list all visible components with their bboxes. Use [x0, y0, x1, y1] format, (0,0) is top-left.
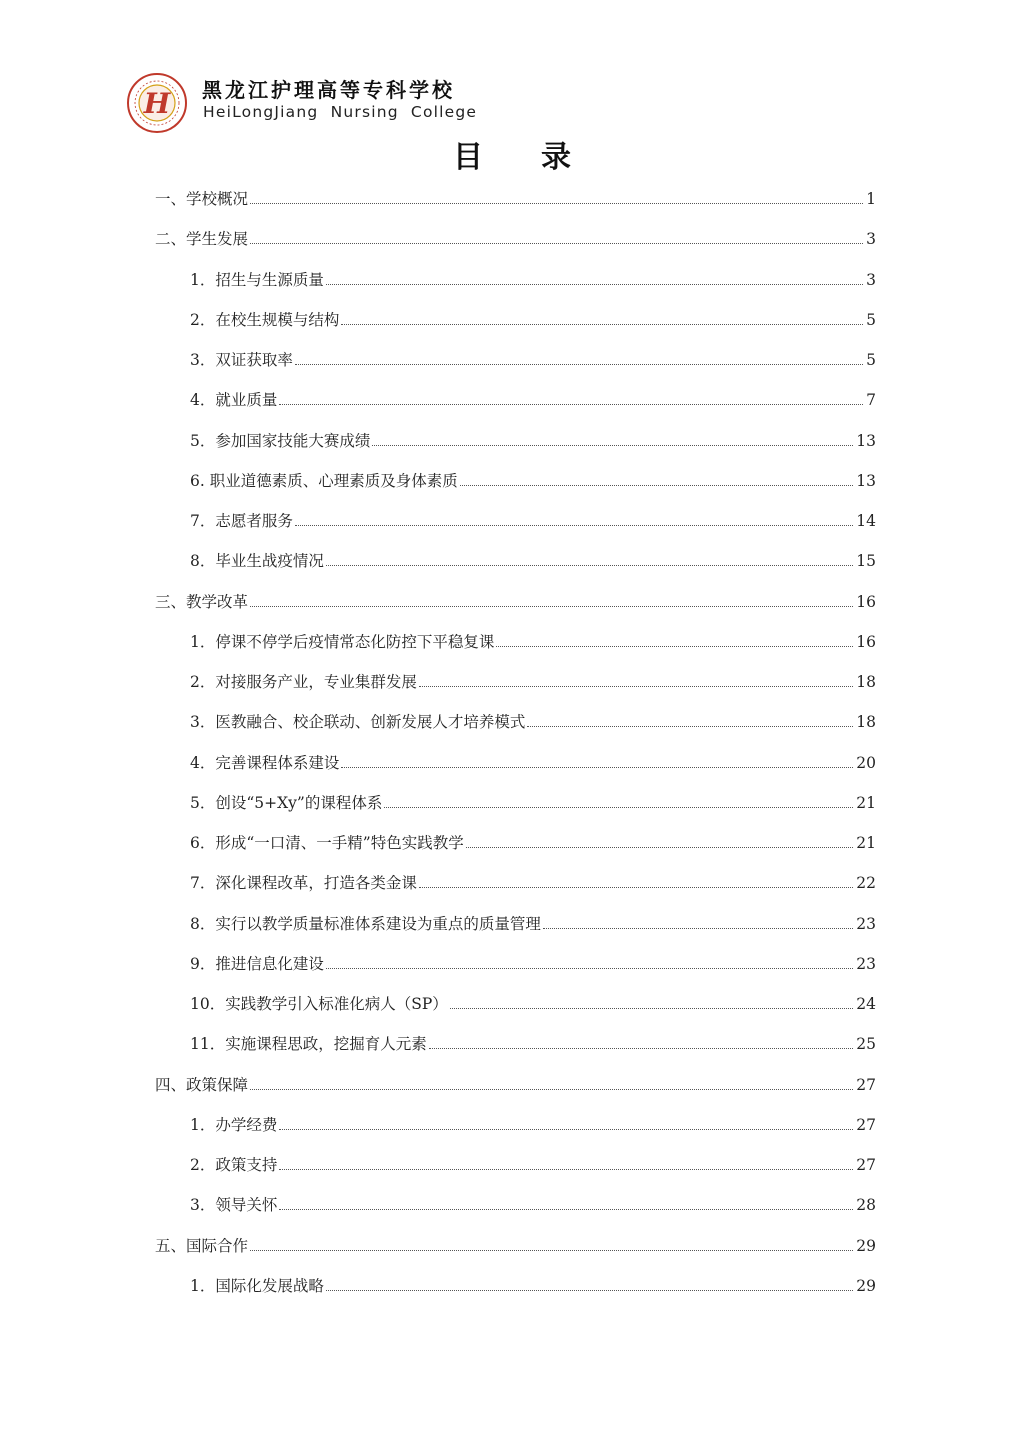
toc-entry-label[interactable]: 1．停课不停学后疫情常态化防控下平稳复课	[190, 632, 495, 651]
toc-dot-leader	[295, 524, 853, 526]
toc-dot-leader	[341, 766, 853, 768]
toc-page-number[interactable]: 14	[856, 512, 876, 530]
toc-entry-label[interactable]: 9．推进信息化建设	[190, 954, 324, 973]
toc-row[interactable]	[155, 189, 876, 209]
toc-page-number[interactable]: 23	[856, 954, 876, 973]
toc-entry-label[interactable]: 7．深化课程改革，打造各类金课	[190, 874, 417, 893]
toc-subsection-entry[interactable]	[0, 261, 1024, 301]
toc-subsection-entry[interactable]	[0, 1267, 1024, 1307]
toc-entry-label[interactable]: 3．双证获取率	[190, 351, 293, 369]
toc-subsection-entry[interactable]	[0, 824, 1024, 864]
toc-page-number[interactable]: 13	[856, 431, 876, 450]
toc-row[interactable]	[190, 1155, 876, 1175]
toc-page-number[interactable]: 16	[856, 632, 876, 651]
toc-dot-leader	[279, 403, 863, 405]
table-of-contents	[0, 180, 1024, 1307]
toc-row[interactable]	[190, 270, 876, 290]
toc-dot-leader	[326, 1289, 853, 1291]
toc-dot-leader	[429, 1047, 854, 1049]
toc-row[interactable]	[190, 753, 876, 773]
toc-row[interactable]	[190, 914, 876, 934]
toc-row[interactable]	[155, 229, 876, 249]
toc-dot-leader	[295, 363, 863, 365]
toc-subsection-entry[interactable]	[0, 945, 1024, 985]
toc-entry-label[interactable]: 6. 职业道德素质、心理素质及身体素质	[190, 471, 458, 490]
toc-page-number[interactable]: 27	[856, 1075, 876, 1094]
toc-dot-leader	[279, 1128, 853, 1130]
toc-entry-label[interactable]: 五、国际合作	[155, 1236, 249, 1255]
toc-dot-leader	[326, 283, 863, 285]
toc-subsection-entry[interactable]	[0, 301, 1024, 341]
toc-page-number[interactable]: 21	[856, 834, 876, 852]
toc-entry-label[interactable]: 6．形成“一口清、一手精”特色实践教学	[190, 834, 464, 852]
toc-page-number[interactable]: 27	[856, 1115, 876, 1134]
toc-entry-label[interactable]: 2．政策支持	[190, 1156, 278, 1174]
toc-entry-label[interactable]: 一、学校概况	[155, 190, 249, 208]
school-name-en: HeiLongJiang Nursing College	[203, 103, 478, 121]
toc-section-entry[interactable]	[0, 1227, 1024, 1267]
toc-entry-label[interactable]: 2．对接服务产业，专业集群发展	[190, 673, 417, 691]
toc-row[interactable]	[190, 1195, 876, 1215]
toc-dot-leader	[250, 242, 863, 244]
toc-dot-leader	[543, 927, 853, 929]
toc-page-number[interactable]: 3	[866, 230, 876, 249]
toc-page-number[interactable]: 7	[866, 391, 876, 410]
toc-dot-leader	[527, 725, 853, 727]
toc-entry-label[interactable]: 4．就业质量	[190, 391, 278, 410]
toc-subsection-entry[interactable]	[0, 381, 1024, 421]
toc-dot-leader	[326, 564, 853, 566]
toc-dot-leader	[419, 886, 853, 888]
toc-dot-leader	[419, 685, 853, 687]
toc-subsection-entry[interactable]	[0, 905, 1024, 945]
toc-page-number[interactable]: 16	[856, 592, 876, 611]
toc-entry-label[interactable]: 7．志愿者服务	[190, 512, 293, 530]
toc-page-number[interactable]: 29	[856, 1236, 876, 1255]
toc-section-entry[interactable]	[0, 1066, 1024, 1106]
toc-page-number[interactable]: 28	[856, 1196, 876, 1215]
toc-entry-label[interactable]: 11．实施课程思政，挖掘育人元素	[190, 1035, 427, 1054]
toc-row[interactable]	[190, 632, 876, 652]
toc-subsection-entry[interactable]	[0, 502, 1024, 542]
toc-entry-label[interactable]: 1．国际化发展战略	[190, 1276, 324, 1295]
toc-entry-label[interactable]: 5．参加国家技能大赛成绩	[190, 431, 371, 450]
toc-subsection-entry[interactable]	[0, 744, 1024, 784]
page-title	[0, 132, 1024, 176]
toc-row[interactable]	[155, 1075, 876, 1095]
toc-subsection-entry[interactable]	[0, 462, 1024, 502]
toc-page-number[interactable]: 22	[856, 874, 876, 893]
toc-page-number[interactable]: 29	[856, 1276, 876, 1295]
page-header	[126, 70, 486, 130]
toc-dot-leader	[372, 444, 853, 446]
toc-dot-leader	[460, 484, 854, 486]
toc-dot-leader	[496, 645, 853, 647]
toc-row[interactable]	[190, 1034, 876, 1054]
toc-row[interactable]	[155, 1236, 876, 1256]
toc-entry-label[interactable]: 四、政策保障	[155, 1075, 249, 1094]
toc-page-number[interactable]: 3	[866, 270, 876, 289]
title-char-1: 目	[453, 140, 483, 175]
toc-entry-label[interactable]: 8．毕业生战疫情况	[190, 552, 324, 571]
toc-row[interactable]	[190, 1276, 876, 1296]
toc-dot-leader	[250, 1088, 853, 1090]
toc-entry-label[interactable]: 二、学生发展	[155, 230, 249, 249]
toc-page-number[interactable]: 1	[866, 190, 876, 208]
toc-page-number[interactable]: 23	[856, 914, 876, 933]
toc-page-number[interactable]: 15	[856, 552, 876, 571]
toc-row[interactable]	[155, 592, 876, 612]
toc-row[interactable]	[190, 672, 876, 692]
toc-row[interactable]	[190, 1115, 876, 1135]
toc-row[interactable]	[190, 551, 876, 571]
title-char-2: 录	[541, 140, 571, 175]
toc-subsection-entry[interactable]	[0, 864, 1024, 904]
toc-page-number[interactable]: 20	[856, 753, 876, 772]
toc-page-number[interactable]: 18	[856, 713, 876, 732]
toc-row[interactable]	[190, 310, 876, 330]
toc-dot-leader	[450, 1007, 853, 1009]
toc-page-number[interactable]: 27	[856, 1156, 876, 1174]
toc-dot-leader	[250, 605, 853, 607]
toc-subsection-entry[interactable]	[0, 341, 1024, 381]
toc-row[interactable]	[190, 873, 876, 893]
toc-page-number[interactable]: 5	[866, 310, 876, 329]
toc-subsection-entry[interactable]	[0, 663, 1024, 703]
toc-subsection-entry[interactable]	[0, 542, 1024, 582]
toc-page-number[interactable]: 13	[856, 471, 876, 490]
toc-section-entry[interactable]	[0, 180, 1024, 220]
toc-subsection-entry[interactable]	[0, 985, 1024, 1025]
toc-dot-leader	[250, 1249, 853, 1251]
toc-entry-label[interactable]: 10．实践教学引入标准化病人（SP）	[190, 995, 448, 1013]
toc-row[interactable]	[190, 833, 876, 853]
toc-row[interactable]	[190, 390, 876, 410]
toc-dot-leader	[279, 1168, 853, 1170]
toc-dot-leader	[250, 202, 863, 204]
toc-entry-label[interactable]: 1．招生与生源质量	[190, 270, 324, 289]
toc-dot-leader	[384, 806, 853, 808]
toc-entry-label[interactable]: 3．领导关怀	[190, 1196, 278, 1215]
toc-row[interactable]	[190, 954, 876, 974]
toc-section-entry[interactable]	[0, 220, 1024, 260]
toc-entry-label[interactable]: 1．办学经费	[190, 1115, 278, 1134]
toc-row[interactable]	[190, 793, 876, 813]
toc-dot-leader	[279, 1208, 853, 1210]
toc-subsection-entry[interactable]	[0, 1146, 1024, 1186]
toc-subsection-entry[interactable]	[0, 784, 1024, 824]
toc-entry-label[interactable]: 4．完善课程体系建设	[190, 753, 340, 772]
toc-row[interactable]	[190, 431, 876, 451]
toc-subsection-entry[interactable]	[0, 1106, 1024, 1146]
school-logo	[126, 72, 188, 134]
toc-subsection-entry[interactable]	[0, 422, 1024, 462]
toc-row[interactable]	[190, 350, 876, 370]
toc-dot-leader	[326, 967, 853, 969]
toc-page-number[interactable]: 25	[856, 1035, 876, 1054]
toc-subsection-entry[interactable]	[0, 623, 1024, 663]
toc-subsection-entry[interactable]	[0, 1186, 1024, 1226]
toc-entry-label[interactable]: 8．实行以教学质量标准体系建设为重点的质量管理	[190, 914, 541, 933]
toc-entry-label[interactable]: 2．在校生规模与结构	[190, 310, 340, 329]
toc-dot-leader	[466, 846, 854, 848]
toc-row[interactable]	[190, 712, 876, 732]
toc-dot-leader	[341, 323, 863, 325]
toc-page-number[interactable]: 21	[856, 793, 876, 812]
toc-row[interactable]	[190, 471, 876, 491]
toc-page-number[interactable]: 5	[866, 351, 876, 369]
toc-entry-label[interactable]: 三、教学改革	[155, 592, 249, 611]
toc-subsection-entry[interactable]	[0, 703, 1024, 743]
school-name-cn: 黑龙江护理高等专科学校	[202, 78, 455, 102]
toc-entry-label[interactable]: 5．创设“5+Xy”的课程体系	[190, 793, 383, 812]
toc-section-entry[interactable]	[0, 583, 1024, 623]
toc-entry-label[interactable]: 3．医教融合、校企联动、创新发展人才培养模式	[190, 713, 526, 732]
toc-row[interactable]	[190, 511, 876, 531]
toc-page-number[interactable]: 24	[856, 995, 876, 1013]
toc-subsection-entry[interactable]	[0, 1025, 1024, 1065]
toc-page-number[interactable]: 18	[856, 673, 876, 691]
svg-text:H: H	[143, 87, 171, 120]
toc-row[interactable]	[190, 994, 876, 1014]
